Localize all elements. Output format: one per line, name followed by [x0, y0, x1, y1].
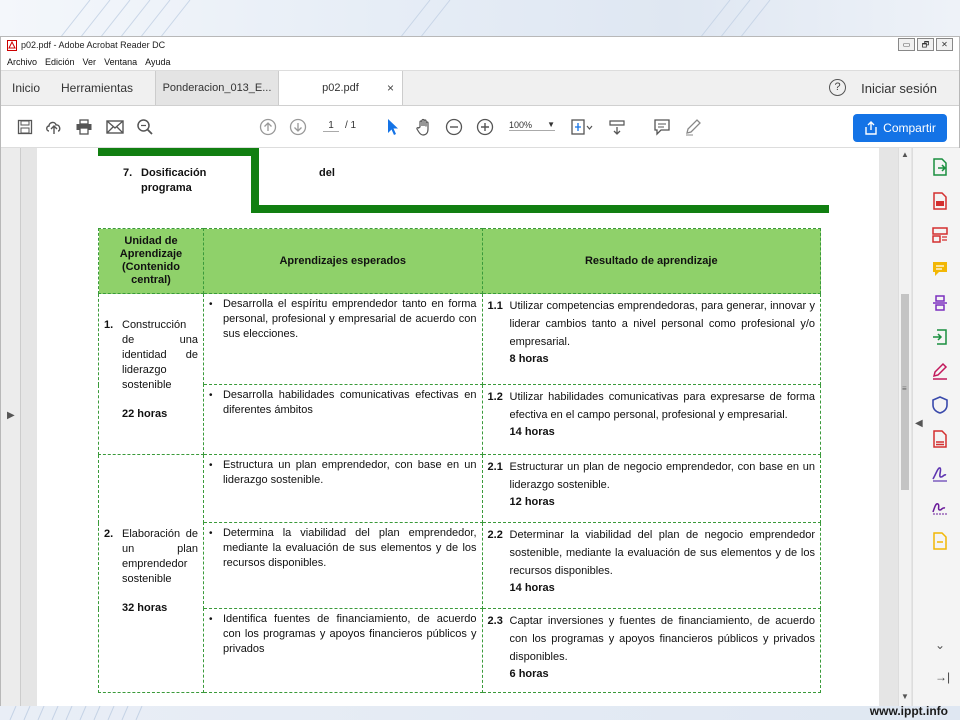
menu-archivo[interactable]: Archivo [7, 56, 38, 67]
zoom-value: 100% [509, 120, 533, 130]
resultado-number: 2.3 [487, 615, 503, 627]
title-bar [1, 37, 959, 53]
header-aprendizajes: Aprendizajes esperados [203, 229, 482, 294]
unit-hours: 32 horas [122, 602, 168, 614]
resultado-text: Estructurar un plan de negocio emprendedor, con base en un liderazgo sostenible. [509, 461, 815, 491]
page-up-icon[interactable] [258, 117, 278, 137]
table-row [99, 523, 821, 609]
table-row [99, 294, 821, 385]
resultado-number: 2.1 [487, 461, 503, 473]
acrobat-icon [7, 40, 17, 51]
aprendizaje-text: Desarrolla habilidades comunicativas efectivas en diferentes ámbitos [222, 389, 477, 416]
print-icon[interactable] [74, 117, 94, 137]
signin-link[interactable]: Iniciar sesión [861, 81, 937, 96]
resultado-cell [482, 294, 820, 385]
resultado-hours: 6 horas [509, 668, 549, 680]
comment-tool-icon[interactable] [931, 260, 949, 278]
resultado-hours: 12 horas [509, 496, 555, 508]
unit-hours: 22 horas [122, 408, 168, 420]
resultado-hours: 14 horas [509, 426, 555, 438]
green-rule-bottom [251, 205, 829, 213]
aprendizaje-cell [203, 385, 482, 455]
create-pdf-icon[interactable] [931, 192, 949, 210]
zoom-search-icon[interactable] [135, 117, 155, 137]
aprendizaje-text: Desarrolla el espíritu emprendedor tanto en forma personal, profesional y empresarial de acuerdo con sus elecciones. [222, 298, 477, 340]
right-tools-panel [912, 148, 960, 706]
aprendizaje-text: Determina la viabilidad del plan emprendedor, mediante la evaluación de sus elementos y de los recursos disponibles. [222, 527, 477, 569]
header-resultado: Resultado de aprendizaje [482, 229, 820, 294]
pdf-page [37, 148, 879, 706]
scroll-mode-icon[interactable] [607, 117, 627, 137]
resultado-cell [482, 523, 820, 609]
tab-inicio[interactable]: Inicio [11, 81, 40, 95]
tab-bar [1, 70, 959, 106]
scroll-grip-icon: ≡ [902, 384, 907, 393]
aprendizaje-text: Estructura un plan emprendedor, con base en un liderazgo sostenible. [222, 459, 477, 486]
menu-edicion[interactable]: Edición [45, 56, 75, 67]
certificates-icon[interactable] [931, 498, 949, 516]
page-down-icon[interactable] [288, 117, 308, 137]
unit-number: 2. [104, 528, 114, 540]
resultado-text: Captar inversiones y fuentes de financiamiento, de acuerdo con los programas y apoyos financieros públicos y privados disponibles. [509, 615, 815, 663]
resultado-hours: 14 horas [509, 582, 555, 594]
aprendizaje-text: Identifica fuentes de financiamiento, de acuerdo con los programas y apoyos financieros públicos y privados [222, 613, 477, 655]
protect-icon[interactable] [931, 396, 949, 414]
menu-ver[interactable]: Ver [82, 56, 97, 67]
acrobat-window [0, 36, 960, 706]
tab-label: p02.pdf [322, 82, 359, 94]
tab-document-ponderacion[interactable]: Ponderacion_013_E... [155, 71, 279, 105]
save-icon[interactable] [15, 117, 35, 137]
export-pdf-icon[interactable] [931, 158, 949, 176]
resultado-text: Utilizar competencias emprendedoras, para generar, innovar y liderar cambios tanto a nivel personal como profesional y/o empresarial. [509, 300, 815, 348]
section-title-2: programa [141, 182, 192, 194]
document-area [1, 148, 960, 706]
table-row [99, 609, 821, 693]
zoom-in-icon[interactable] [475, 117, 495, 137]
resultado-number: 1.1 [487, 300, 503, 312]
organize-pages-icon[interactable] [931, 226, 949, 244]
resultado-cell [482, 609, 820, 693]
page-total: / 1 [345, 120, 357, 131]
expand-left-panel-icon[interactable]: ▶ [7, 410, 15, 421]
bullet-icon: • [208, 390, 213, 401]
menu-ventana[interactable]: Ventana [104, 56, 138, 67]
cloud-upload-icon[interactable] [44, 117, 64, 137]
stamp-icon[interactable] [931, 532, 949, 550]
combine-files-icon[interactable] [931, 294, 949, 312]
close-window-button[interactable]: ✕ [936, 38, 953, 51]
aprendizaje-cell [203, 455, 482, 523]
vertical-scrollbar[interactable] [898, 148, 911, 706]
unit-text: Elaboración de un plan emprendedor sostenible [122, 528, 198, 585]
scan-icon[interactable] [931, 328, 949, 346]
resultado-number: 1.2 [487, 391, 503, 403]
tab-document-p02[interactable] [279, 71, 403, 105]
collapse-right-panel-icon[interactable]: ◀ [915, 418, 923, 429]
zoom-out-icon[interactable] [444, 117, 464, 137]
section-number: 7. [123, 167, 133, 179]
minimize-button[interactable]: ▭ [898, 38, 915, 51]
scroll-down-icon[interactable]: ▼ [901, 692, 909, 701]
share-icon [864, 121, 878, 135]
select-cursor-icon[interactable] [383, 117, 403, 137]
fill-sign-icon[interactable] [931, 362, 949, 380]
unit-cell [99, 294, 204, 455]
slide-decoration-top [0, 0, 960, 38]
header-unidad: Unidad de Aprendizaje (Contenido central) [99, 229, 204, 294]
hand-tool-icon[interactable] [414, 117, 434, 137]
green-rule [98, 148, 256, 156]
section-title: Dosificación [141, 167, 207, 179]
table-row [99, 455, 821, 523]
bullet-icon: • [208, 614, 213, 625]
highlight-pen-icon[interactable] [683, 117, 703, 137]
table-row [99, 385, 821, 455]
menu-bar [1, 53, 959, 70]
zoom-select[interactable] [509, 120, 555, 131]
toolbar [1, 106, 959, 148]
slide-decoration-bottom [0, 706, 960, 720]
bullet-icon: • [208, 460, 213, 471]
email-icon[interactable] [105, 117, 125, 137]
resultado-number: 2.2 [487, 529, 503, 541]
share-button[interactable] [853, 114, 947, 142]
menu-ayuda[interactable]: Ayuda [145, 56, 171, 67]
aprendizaje-cell [203, 523, 482, 609]
scroll-up-icon[interactable]: ▲ [901, 150, 909, 159]
resultado-hours: 8 horas [509, 353, 549, 365]
bullet-icon: • [208, 299, 213, 310]
resultado-cell [482, 455, 820, 523]
table-header-row [99, 229, 821, 294]
resultado-text: Utilizar habilidades comunicativas para expresarse de forma efectiva en el campo personal, profesional y empresarial. [509, 391, 815, 421]
aprendizaje-cell [203, 294, 482, 385]
fit-page-icon[interactable] [569, 117, 595, 137]
tab-herramientas[interactable]: Herramientas [61, 81, 134, 95]
left-panel[interactable] [1, 148, 21, 706]
watermark: www.ippt.info [869, 704, 948, 718]
resultado-cell [482, 385, 820, 455]
help-icon[interactable]: ? [829, 79, 846, 96]
page-number-input[interactable]: 1 [323, 120, 339, 132]
send-for-signature-icon[interactable] [931, 464, 949, 482]
comment-icon[interactable] [652, 117, 672, 137]
close-tab-icon[interactable]: × [386, 81, 394, 95]
restore-button[interactable]: 🗗 [917, 38, 934, 51]
share-label: Compartir [883, 121, 936, 135]
edit-pdf-icon[interactable] [931, 430, 949, 448]
more-tools-chevron-icon[interactable]: ⌄ [935, 638, 946, 652]
collapse-tools-icon[interactable]: →| [935, 670, 951, 684]
unit-text: Construcción de una identidad de liderazgo sostenible [122, 319, 198, 391]
window-title: p02.pdf - Adobe Acrobat Reader DC [21, 40, 166, 50]
resultado-text: Determinar la viabilidad del plan de negocio emprendedor sostenible, mediante la evaluación de sus elementos y de los recursos disponibles. [509, 529, 815, 577]
bullet-icon: • [208, 528, 213, 539]
section-title-del: del [319, 167, 335, 179]
unit-number: 1. [104, 319, 114, 331]
unit-cell [99, 455, 204, 693]
aprendizaje-cell [203, 609, 482, 693]
chevron-down-icon: ▼ [547, 120, 555, 129]
dosificacion-table [98, 228, 821, 693]
